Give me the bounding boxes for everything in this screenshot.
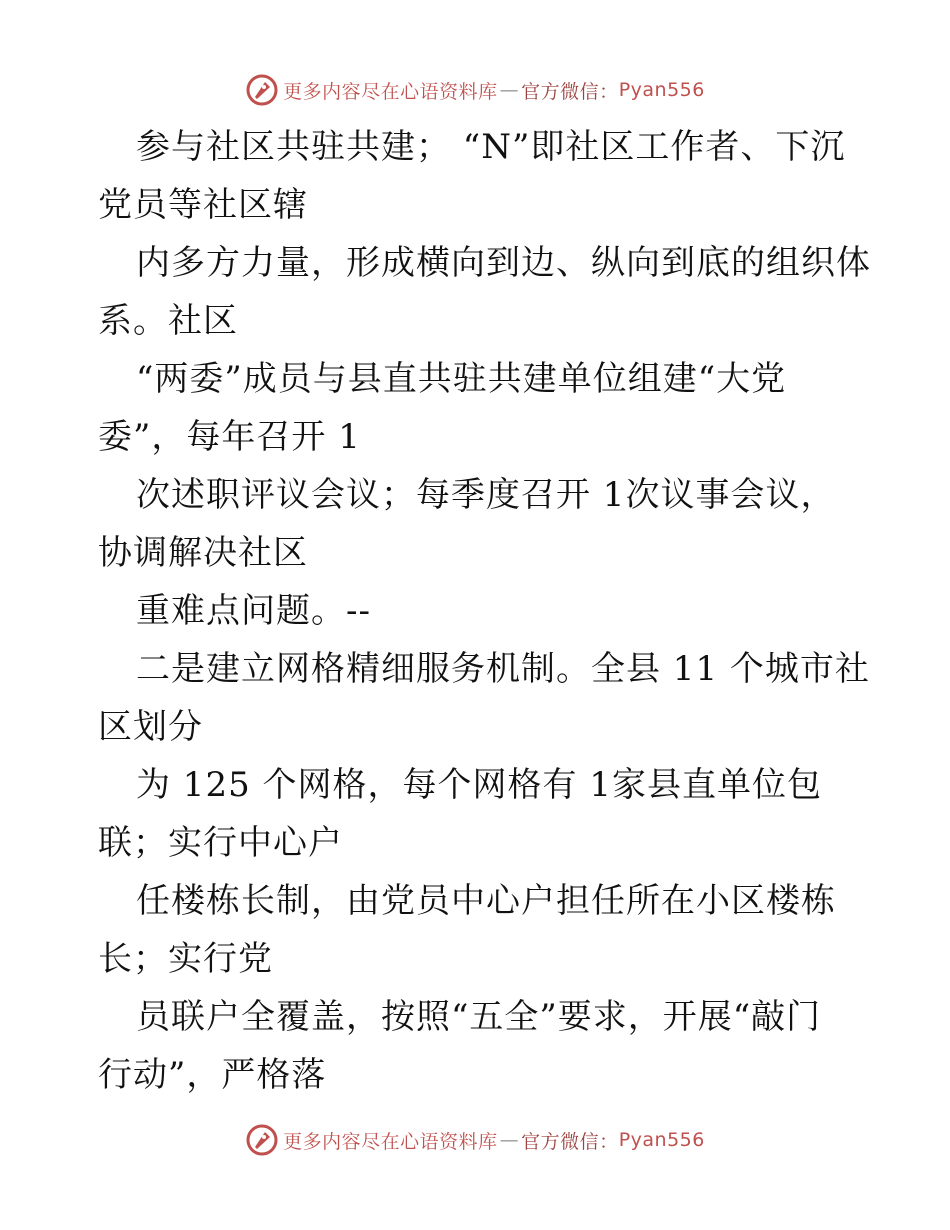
text-line: 行动”，严格落: [98, 1055, 327, 1095]
header-wechat-label: 官方微信：: [521, 80, 619, 103]
text-line: 联；实行中心户: [98, 823, 343, 863]
text-line: 为 125 个网格，每个网格有 1家县直单位包: [136, 765, 822, 805]
text-line: 员联户全覆盖，按照“五全”要求，开展“敲门: [136, 997, 822, 1037]
text-line: 内多方力量，形成横向到边、纵向到底的组织体: [136, 243, 871, 283]
text-line: 协调解决社区: [98, 533, 308, 573]
text-line: 任楼栋长制，由党员中心户担任所在小区楼栋: [136, 881, 836, 921]
document-body: [98, 118, 871, 1104]
text-line: 委”，每年召开 1: [98, 417, 361, 457]
text-line: “两委”成员与县直共驻共建单位组建“大党: [136, 359, 787, 399]
header-separator: —: [499, 79, 520, 101]
footer-handle: Pyan556: [618, 1129, 705, 1151]
footer-banner: [0, 1120, 950, 1160]
pen-nib-circle-icon: [245, 73, 279, 107]
text-line: 二是建立网格精细服务机制。全县 11 个城市社: [136, 649, 870, 689]
text-line: 系。社区: [98, 301, 238, 341]
text-line: 参与社区共驻共建； “N”即社区工作者、下沉: [136, 127, 846, 167]
header-banner: [0, 70, 950, 110]
header-handle: Pyan556: [618, 79, 705, 101]
text-line: 重难点问题。--: [136, 591, 371, 631]
text-line: 次述职评议会议；每季度召开 1次议事会议，: [136, 475, 836, 515]
text-line: 党员等社区辖: [98, 185, 308, 225]
header-slogan: 更多内容尽在心语资料库: [283, 80, 498, 103]
footer-separator: —: [499, 1129, 520, 1151]
pen-nib-circle-icon: [245, 1123, 279, 1157]
text-line: 长；实行党: [98, 939, 273, 979]
footer-wechat-label: 官方微信：: [521, 1130, 619, 1153]
text-line: 区划分: [98, 707, 203, 747]
footer-slogan: 更多内容尽在心语资料库: [283, 1130, 498, 1153]
